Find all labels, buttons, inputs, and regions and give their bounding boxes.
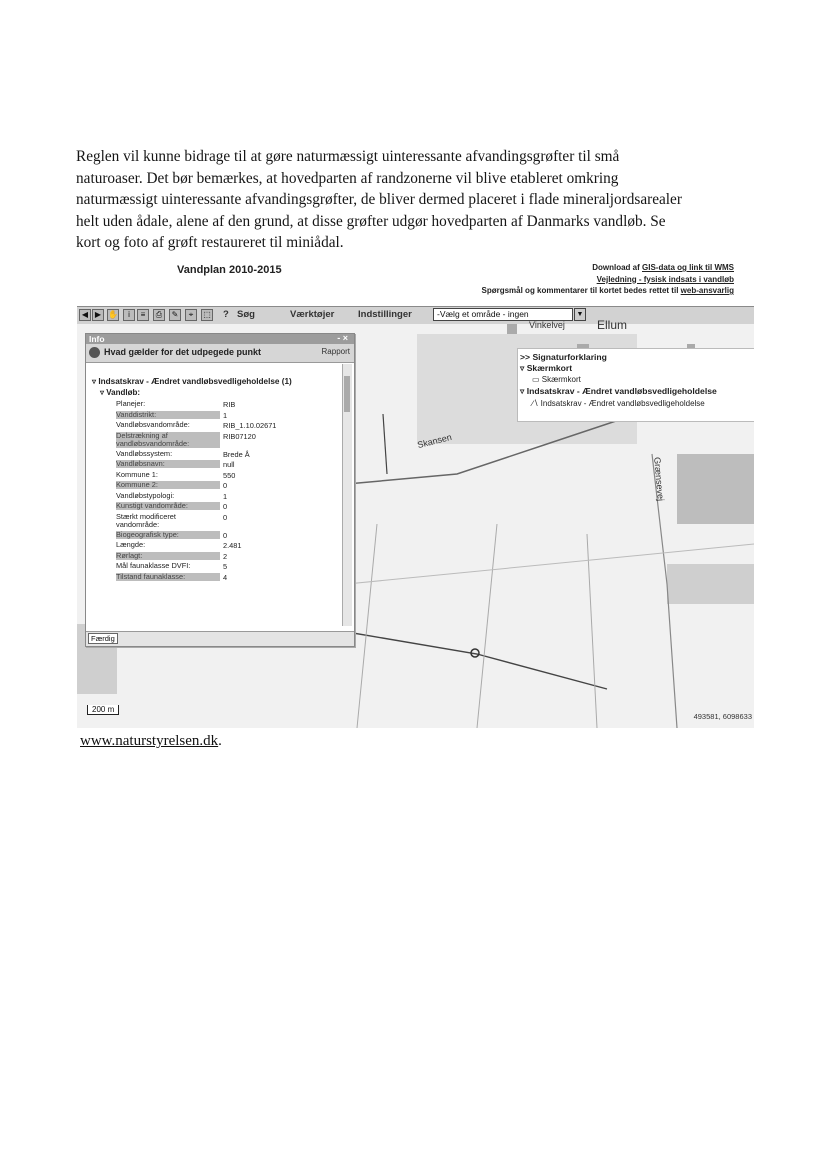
map-screenshot: [77, 256, 754, 728]
download-prefix: Download af: [592, 263, 642, 272]
field-label: Vandløbsnavn:: [116, 460, 220, 468]
legend-panel: [517, 348, 754, 422]
paragraph-line: naturmæssigt uinteressante afvandingsgrøfter, de bliver dermed placeret i flade mineraljordsarealer: [76, 191, 682, 208]
field-value: 1: [223, 410, 228, 420]
field-label: Kommune 2:: [116, 481, 220, 489]
close-icon[interactable]: - ×: [337, 333, 348, 343]
field-value: RIB: [223, 400, 236, 409]
field-label: Tilstand faunaklasse:: [116, 573, 220, 581]
area-select[interactable]: -Vælg et område - ingen: [433, 308, 573, 321]
legend-item-text: Skærmkort: [541, 375, 581, 384]
info-panel: [85, 333, 355, 647]
legend-group[interactable]: ▿ Skærmkort: [520, 363, 573, 373]
header-links: [481, 262, 734, 297]
tree-heading[interactable]: ▿ Indsatskrav - Ændret vandløbsvedligeholdelse (1): [92, 377, 292, 386]
field-value: 0: [223, 512, 228, 522]
info-footer: [86, 631, 354, 646]
info-question: Hvad gælder for det udpegede punkt: [104, 347, 262, 357]
field-label: Biogeografisk type:: [116, 531, 220, 539]
tree-subheading[interactable]: ▿ Vandløb:: [100, 388, 141, 397]
field-label: Vandløbsvandområde:: [116, 420, 190, 429]
field-label: Længde:: [116, 540, 146, 549]
settings-menu[interactable]: Indstillinger: [358, 309, 412, 320]
field-label: Vanddistrikt:: [116, 411, 220, 419]
report-button[interactable]: Rapport: [321, 347, 350, 356]
forward-arrow-icon[interactable]: ▶: [92, 309, 104, 321]
road-label: Skansen: [416, 431, 453, 451]
field-value: 0: [223, 481, 228, 490]
paragraph-line: Reglen vil kunne bidrage til at gøre naturmæssigt uinteressante afvandingsgrøfter til små: [76, 148, 620, 165]
back-arrow-icon[interactable]: ◀: [79, 309, 91, 321]
legend-title[interactable]: >> Signaturforklaring: [520, 352, 607, 362]
field-label: Rørlagt:: [116, 552, 220, 560]
info-question-bar: [86, 344, 354, 363]
paragraph-line: naturoaser. Det bør bemærkes, at hovedparten af randzonerne vil blive etableret omkring: [76, 169, 619, 187]
tools-menu[interactable]: Værktøjer: [290, 309, 335, 320]
legend-group-text: Skærmkort: [526, 363, 573, 373]
field-value: 2.481: [223, 541, 242, 550]
tree-subheading-text: Vandløb:: [106, 388, 141, 397]
tree-heading-text: Indsatskrav - Ændret vandløbsvedligeholdelse (1): [98, 377, 292, 386]
draw-icon[interactable]: ✎: [169, 309, 181, 321]
web-responsible-link[interactable]: web-ansvarlig: [680, 286, 734, 295]
app-title: Vandplan 2010-2015: [177, 264, 282, 276]
coordinate-readout: 493581, 6098633: [693, 712, 752, 721]
naturstyrelsen-link[interactable]: www.naturstyrelsen.dk: [80, 733, 219, 749]
field-value: 2: [223, 551, 228, 561]
field-label: Kommune 1:: [116, 469, 158, 479]
done-button[interactable]: Færdig: [88, 633, 118, 644]
footer-suffix: .: [218, 733, 222, 749]
legend-item: ▭ Skærmkort: [532, 375, 581, 384]
info-title-text: Info: [89, 334, 105, 344]
globe-icon: [89, 347, 100, 358]
field-label: Stærkt modificeret vandområde:: [116, 511, 176, 529]
field-value: 0: [223, 530, 228, 540]
road-label: Vinkelvej: [529, 320, 565, 330]
road-label: Grænsevej: [652, 456, 666, 502]
map-toolbar: [77, 306, 754, 325]
footer-link: [80, 733, 222, 750]
guide-link[interactable]: Vejledning - fysisk indsats i vandløb: [596, 274, 734, 284]
field-value: 5: [223, 562, 228, 571]
contact-prefix: Spørgsmål og kommentarer til kortet bedes rettet til: [481, 286, 681, 295]
field-value: Brede Å: [223, 449, 250, 459]
field-value: null: [223, 460, 235, 469]
pan-hand-icon[interactable]: ✋: [108, 310, 118, 319]
scrollbar[interactable]: [342, 364, 352, 626]
field-label: Vandløbstypologi:: [116, 490, 175, 500]
field-label: Kunstigt vandområde:: [116, 502, 220, 510]
info-icon[interactable]: i: [123, 309, 135, 321]
field-value: RIB07120: [223, 431, 256, 441]
field-label: Delstrækning af vandløbsvandområde:: [116, 432, 220, 448]
layers-icon[interactable]: ≡: [137, 309, 149, 321]
field-value: 1: [223, 491, 228, 501]
field-value: RIB_1.10.02671: [223, 421, 277, 430]
gis-data-link[interactable]: GIS-data og link til WMS: [642, 263, 734, 272]
field-label: Vandløbssystem:: [116, 448, 173, 458]
chevron-down-icon[interactable]: ▼: [574, 308, 586, 321]
field-value: 4: [223, 572, 228, 582]
paragraph-line: helt uden ådale, alene af den grund, at disse grøfter udgør hovedparten af Danmarks vandløb. Se: [76, 212, 666, 230]
field-value: 550: [223, 470, 236, 480]
scale-bar: 200 m: [87, 705, 119, 715]
field-label: Mål faunaklasse DVFI:: [116, 561, 191, 570]
legend-title-text: Signaturforklaring: [532, 352, 607, 362]
legend-item: ∕∖ Indsatskrav - Ændret vandløbsvedligeholdelse: [532, 399, 705, 408]
help-button[interactable]: ?: [223, 309, 229, 320]
body-paragraph: [76, 146, 756, 254]
select-icon[interactable]: ⬚: [201, 309, 213, 321]
field-label: Planejer:: [116, 399, 146, 408]
search-menu[interactable]: Søg: [237, 309, 255, 320]
print-icon[interactable]: ⎙: [153, 309, 165, 321]
legend-group-text: Indsatskrav - Ændret vandløbsvedligeholdelse: [526, 386, 717, 396]
town-label: Ellum: [597, 318, 628, 332]
measure-icon[interactable]: ⌖: [185, 309, 197, 321]
paragraph-line: kort og foto af grøft restaureret til miniådal.: [76, 234, 344, 251]
scroll-thumb[interactable]: [344, 376, 350, 412]
field-value: 0: [223, 502, 228, 511]
info-panel-title: [86, 334, 354, 344]
info-tree: [86, 364, 344, 626]
legend-item-text: Indsatskrav - Ændret vandløbsvedligeholdelse: [540, 399, 705, 408]
legend-group[interactable]: ▿ Indsatskrav - Ændret vandløbsvedligeholdelse: [520, 386, 717, 396]
